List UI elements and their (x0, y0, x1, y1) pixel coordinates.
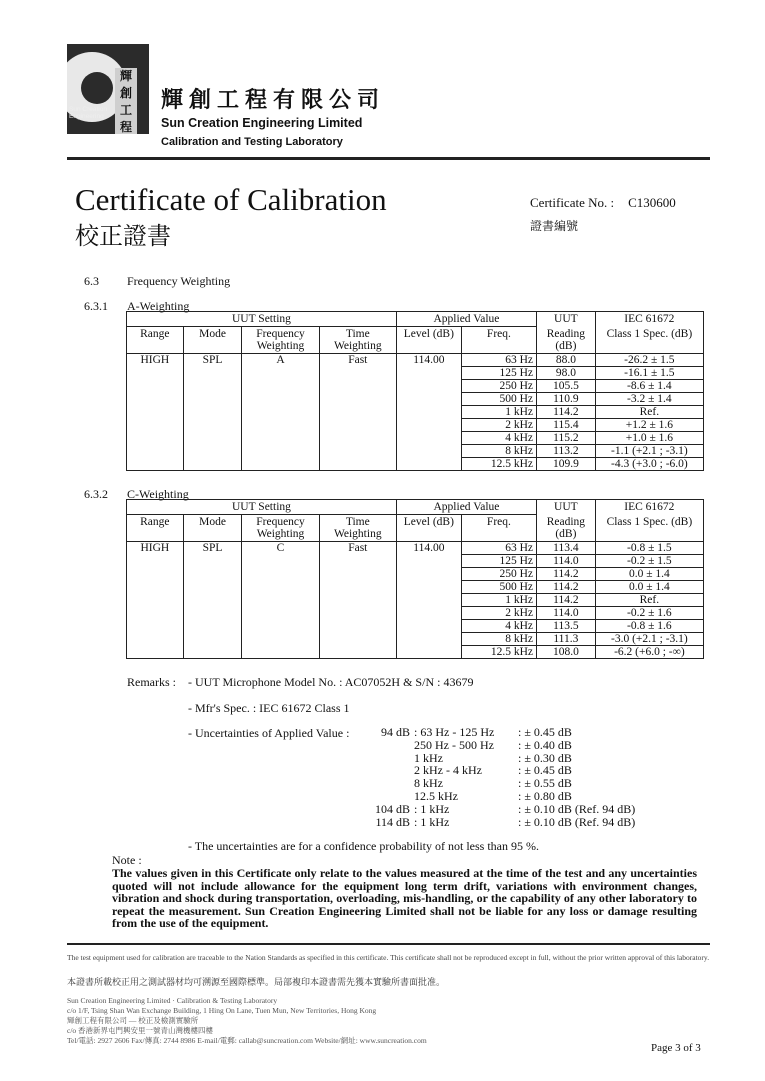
uncertainty-value: : ± 0.45 dB (518, 725, 572, 739)
footer-traceability: The test equipment used for calibration are traceable to the Nation Standards as specified in this certificate. This certificate shall not be reproduced except in full, without the prior written approval of this laboratory. (67, 953, 710, 962)
level-empty (396, 620, 461, 633)
table-row (127, 393, 704, 406)
uncertainty-frequency: 12.5 kHz (414, 788, 458, 803)
header-freq-weighting: Frequency Weighting (242, 515, 319, 542)
range-empty (127, 646, 184, 659)
frequency-weighting-empty (242, 620, 319, 633)
section-number: 6.3 (84, 274, 99, 288)
uncertainty-frequency: 8 kHz (414, 776, 443, 791)
table-row (127, 367, 704, 380)
certificate-number: Certificate No. : C130600 (530, 195, 676, 210)
level-empty (396, 419, 461, 432)
reading-value: 114.2 (537, 581, 596, 594)
range-empty (127, 367, 184, 380)
page-title: Certificate of Calibration (75, 182, 387, 217)
freq-value: 2 kHz (461, 607, 536, 620)
level-empty (396, 445, 461, 458)
reading-value: 114.2 (537, 406, 596, 419)
level-empty (396, 594, 461, 607)
mode-empty (183, 367, 242, 380)
uncertainty-frequency: 2 kHz - 4 kHz (414, 763, 482, 778)
range-value: HIGH (127, 542, 184, 555)
spec-value: -0.2 ± 1.5 (595, 555, 703, 568)
header-range: Range (127, 515, 184, 542)
mode-empty (183, 406, 242, 419)
table-row (127, 633, 704, 646)
mode-empty (183, 458, 242, 471)
spec-value: 0.0 ± 1.4 (595, 581, 703, 594)
reading-value: 113.4 (537, 542, 596, 555)
header-reading: Reading (dB) (537, 327, 596, 354)
freq-value: 12.5 kHz (461, 458, 536, 471)
spec-value: -3.0 (+2.1 ; -3.1) (595, 633, 703, 646)
table-row (127, 406, 704, 419)
header-time-weighting: Time Weighting (319, 515, 396, 542)
frequency-weighting-empty (242, 380, 319, 393)
table-row (127, 620, 704, 633)
header-rule (67, 157, 710, 160)
range-empty (127, 555, 184, 568)
address-line: c/o 香港新界屯門興安里一號青山灣機樓四樓 (67, 1026, 214, 1035)
frequency-weighting-empty (242, 646, 319, 659)
remarks-label: Remarks : (127, 675, 176, 689)
time-weighting-empty (319, 594, 396, 607)
table-c-title: C-Weighting (127, 487, 189, 501)
mode-empty (183, 432, 242, 445)
spec-value: Ref. (595, 594, 703, 607)
freq-value: 12.5 kHz (461, 646, 536, 659)
spec-value: -8.6 ± 1.4 (595, 380, 703, 393)
freq-value: 250 Hz (461, 380, 536, 393)
uncertainty-frequency: : 63 Hz - 125 Hz (414, 725, 495, 739)
table-row (127, 354, 704, 367)
uncertainty-value: : ± 0.40 dB (518, 737, 572, 752)
table-row (127, 419, 704, 432)
level-empty (396, 581, 461, 594)
spec-value: -16.1 ± 1.5 (595, 367, 703, 380)
freq-value: 1 kHz (461, 406, 536, 419)
uncertainty-frequency: : 1 kHz (414, 814, 450, 829)
company-name-cn: 輝創工程有限公司 (161, 87, 386, 112)
header-level: Level (dB) (396, 515, 461, 542)
frequency-weighting-empty (242, 432, 319, 445)
range-empty (127, 393, 184, 406)
spec-value: 0.0 ± 1.4 (595, 568, 703, 581)
reading-value: 109.9 (537, 458, 596, 471)
reading-value: 88.0 (537, 354, 596, 367)
mode-empty (183, 646, 242, 659)
remarks-confidence: - The uncertainties are for a confidence probability of not less than 95 %. (188, 839, 539, 853)
frequency-weighting-value: A (242, 354, 319, 367)
a-weighting-table (126, 311, 704, 471)
table-a-title: A-Weighting (127, 299, 190, 313)
freq-value: 125 Hz (461, 555, 536, 568)
header-applied-value: Applied Value (396, 312, 536, 327)
mode-empty (183, 380, 242, 393)
freq-value: 500 Hz (461, 581, 536, 594)
table-row (127, 542, 704, 555)
table-row (127, 458, 704, 471)
spec-value: -0.2 ± 1.6 (595, 607, 703, 620)
range-empty (127, 607, 184, 620)
mode-value: SPL (183, 354, 242, 367)
table-c-number: 6.3.2 (84, 487, 108, 501)
uncertainty-level: 114 dB (375, 814, 410, 829)
level-empty (396, 555, 461, 568)
freq-value: 125 Hz (461, 367, 536, 380)
reading-value: 115.2 (537, 432, 596, 445)
certificate-number-cn: 證書編號 (530, 219, 579, 233)
time-weighting-empty (319, 458, 396, 471)
reading-value: 115.4 (537, 419, 596, 432)
reading-value: 114.0 (537, 607, 596, 620)
uncertainty-value: : ± 0.55 dB (518, 776, 572, 791)
c-weighting-table (126, 499, 704, 659)
frequency-weighting-value: C (242, 542, 319, 555)
freq-value: 63 Hz (461, 542, 536, 555)
frequency-weighting-empty (242, 458, 319, 471)
logo-text: 輝 創 工 程 (115, 68, 137, 134)
table-row (127, 380, 704, 393)
page-number: Page 3 of 3 (651, 1042, 701, 1054)
frequency-weighting-empty (242, 581, 319, 594)
reading-value: 98.0 (537, 367, 596, 380)
level-empty (396, 367, 461, 380)
range-empty (127, 445, 184, 458)
frequency-weighting-empty (242, 445, 319, 458)
time-weighting-empty (319, 419, 396, 432)
time-weighting-empty (319, 393, 396, 406)
time-weighting-empty (319, 646, 396, 659)
freq-value: 8 kHz (461, 445, 536, 458)
table-row (127, 581, 704, 594)
header-freq: Freq. (461, 515, 536, 542)
address-line: Tel/電話: 2927 2606 Fax/傳真: 2744 8986 E-mail/電郵: callab@suncreation.com Website/網址: www.suncreation.com (67, 1036, 427, 1045)
time-weighting-empty (319, 380, 396, 393)
header-spec: Class 1 Spec. (dB) (595, 515, 703, 542)
table-a-number: 6.3.1 (84, 299, 108, 313)
address-line: c/o 1/F, Tsing Shan Wan Exchange Building, 1 Hing On Lane, Tuen Mun, New Territories, Hong Kong (67, 1006, 377, 1015)
reading-value: 114.2 (537, 594, 596, 607)
footer-traceability-cn: 本證書所載校正用之測試器材均可溯源至國際標準。局部複印本證書需先獲本實驗所書面批准。 (67, 977, 446, 987)
frequency-weighting-empty (242, 393, 319, 406)
frequency-weighting-empty (242, 568, 319, 581)
level-empty (396, 432, 461, 445)
time-weighting-empty (319, 555, 396, 568)
mode-empty (183, 555, 242, 568)
uncertainty-value: : ± 0.45 dB (518, 763, 572, 778)
uncertainty-frequency: : 1 kHz (414, 801, 450, 816)
level-empty (396, 633, 461, 646)
uncertainty-value: : ± 0.10 dB (Ref. 94 dB) (518, 814, 636, 829)
mode-empty (183, 581, 242, 594)
level-empty (396, 393, 461, 406)
table-row (127, 445, 704, 458)
range-empty (127, 406, 184, 419)
lab-name: Calibration and Testing Laboratory (161, 136, 343, 148)
frequency-weighting-empty (242, 406, 319, 419)
frequency-weighting-empty (242, 367, 319, 380)
section-title: Frequency Weighting (127, 274, 231, 288)
uncertainty-frequency: 250 Hz - 500 Hz (414, 737, 494, 752)
reading-value: 113.5 (537, 620, 596, 633)
spec-value: -0.8 ± 1.5 (595, 542, 703, 555)
range-empty (127, 380, 184, 393)
table-row (127, 568, 704, 581)
level-empty (396, 458, 461, 471)
freq-value: 1 kHz (461, 594, 536, 607)
remarks-mfr-spec: - Mfr's Spec. : IEC 61672 Class 1 (188, 701, 350, 715)
level-empty (396, 406, 461, 419)
level-value: 114.00 (396, 354, 461, 367)
reading-value: 111.3 (537, 633, 596, 646)
address-line: Sun Creation Engineering Limited · Calibration & Testing Laboratory (67, 996, 278, 1005)
time-weighting-empty (319, 406, 396, 419)
frequency-weighting-empty (242, 633, 319, 646)
header-uut: UUT (537, 312, 596, 327)
page-title-cn: 校正證書 (75, 224, 171, 250)
reading-value: 113.2 (537, 445, 596, 458)
uncertainty-value: : ± 0.30 dB (518, 750, 572, 765)
freq-value: 4 kHz (461, 432, 536, 445)
footer-address (67, 996, 427, 1046)
range-empty (127, 633, 184, 646)
frequency-weighting-empty (242, 419, 319, 432)
time-weighting-empty (319, 568, 396, 581)
spec-value: -4.3 (+3.0 ; -6.0) (595, 458, 703, 471)
level-empty (396, 568, 461, 581)
header-applied-value: Applied Value (396, 500, 536, 515)
header-mode: Mode (183, 327, 242, 354)
table-row (127, 432, 704, 445)
uncertainty-frequency: 1 kHz (414, 750, 443, 765)
freq-value: 4 kHz (461, 620, 536, 633)
time-weighting-empty (319, 432, 396, 445)
range-empty (127, 620, 184, 633)
header-freq: Freq. (461, 327, 536, 354)
spec-value: -1.1 (+2.1 ; -3.1) (595, 445, 703, 458)
mode-value: SPL (183, 542, 242, 555)
header-uut-setting: UUT Setting (127, 312, 397, 327)
table-row (127, 594, 704, 607)
time-weighting-empty (319, 367, 396, 380)
time-weighting-value: Fast (319, 542, 396, 555)
logo-small-text: Sun Creation Engineering (69, 106, 107, 120)
address-line: 輝創工程有限公司 — 校正及檢測實驗所 (67, 1016, 199, 1025)
mode-empty (183, 419, 242, 432)
spec-value: -3.2 ± 1.4 (595, 393, 703, 406)
range-empty (127, 432, 184, 445)
mode-empty (183, 568, 242, 581)
level-empty (396, 607, 461, 620)
reading-value: 105.5 (537, 380, 596, 393)
header-spec: Class 1 Spec. (dB) (595, 327, 703, 354)
header-freq-weighting: Frequency Weighting (242, 327, 319, 354)
reading-value: 110.9 (537, 393, 596, 406)
range-empty (127, 568, 184, 581)
range-empty (127, 581, 184, 594)
header-mode: Mode (183, 515, 242, 542)
time-weighting-empty (319, 607, 396, 620)
reading-value: 108.0 (537, 646, 596, 659)
footer-rule (67, 943, 710, 945)
range-empty (127, 458, 184, 471)
mode-empty (183, 445, 242, 458)
table-row (127, 646, 704, 659)
remarks-microphone: - UUT Microphone Model No. : AC07052H & S/N : 43679 (188, 675, 474, 689)
remarks-uncertainties-label: - Uncertainties of Applied Value : (188, 726, 350, 740)
mode-empty (183, 607, 242, 620)
header-range: Range (127, 327, 184, 354)
note-text: The values given in this Certificate only relate to the values measured at the time of the test and any uncertainties quoted will not include allowance for the equipment long term drift, variations with environment changes, vibration and shock during transportation, overloading, mis-handling, or the capability of any other laboratory to repeat the measurement. Sun Creation Engineering Limited shall not be liable for any loss or damage resulting from the use of the equipment. (112, 866, 697, 930)
freq-value: 2 kHz (461, 419, 536, 432)
reading-value: 114.2 (537, 568, 596, 581)
range-empty (127, 419, 184, 432)
uncertainty-level: 104 dB (374, 801, 410, 816)
uncertainty-value: : ± 0.10 dB (Ref. 94 dB) (518, 801, 636, 816)
table-row (127, 607, 704, 620)
time-weighting-empty (319, 445, 396, 458)
header-iec: IEC 61672 (595, 312, 703, 327)
freq-value: 250 Hz (461, 568, 536, 581)
company-logo (67, 44, 149, 134)
mode-empty (183, 633, 242, 646)
range-value: HIGH (127, 354, 184, 367)
uncertainty-level: 94 dB (380, 725, 410, 739)
level-empty (396, 380, 461, 393)
freq-value: 63 Hz (461, 354, 536, 367)
frequency-weighting-empty (242, 594, 319, 607)
header-iec: IEC 61672 (595, 500, 703, 515)
header-uut-setting: UUT Setting (127, 500, 397, 515)
frequency-weighting-empty (242, 555, 319, 568)
spec-value: Ref. (595, 406, 703, 419)
header-level: Level (dB) (396, 327, 461, 354)
frequency-weighting-empty (242, 607, 319, 620)
header-reading: Reading (dB) (537, 515, 596, 542)
freq-value: 500 Hz (461, 393, 536, 406)
reading-value: 114.0 (537, 555, 596, 568)
time-weighting-empty (319, 633, 396, 646)
spec-value: -6.2 (+6.0 ; -∞) (595, 646, 703, 659)
time-weighting-empty (319, 620, 396, 633)
time-weighting-value: Fast (319, 354, 396, 367)
note-label: Note : (112, 853, 142, 867)
spec-value: +1.2 ± 1.6 (595, 419, 703, 432)
level-empty (396, 646, 461, 659)
table-row (127, 555, 704, 568)
spec-value: -0.8 ± 1.6 (595, 620, 703, 633)
mode-empty (183, 620, 242, 633)
spec-value: -26.2 ± 1.5 (595, 354, 703, 367)
spec-value: +1.0 ± 1.6 (595, 432, 703, 445)
range-empty (127, 594, 184, 607)
header-uut: UUT (537, 500, 596, 515)
uncertainty-value: : ± 0.80 dB (518, 788, 572, 803)
time-weighting-empty (319, 581, 396, 594)
company-name-en: Sun Creation Engineering Limited (161, 116, 363, 130)
level-value: 114.00 (396, 542, 461, 555)
mode-empty (183, 393, 242, 406)
header-time-weighting: Time Weighting (319, 327, 396, 354)
mode-empty (183, 594, 242, 607)
freq-value: 8 kHz (461, 633, 536, 646)
